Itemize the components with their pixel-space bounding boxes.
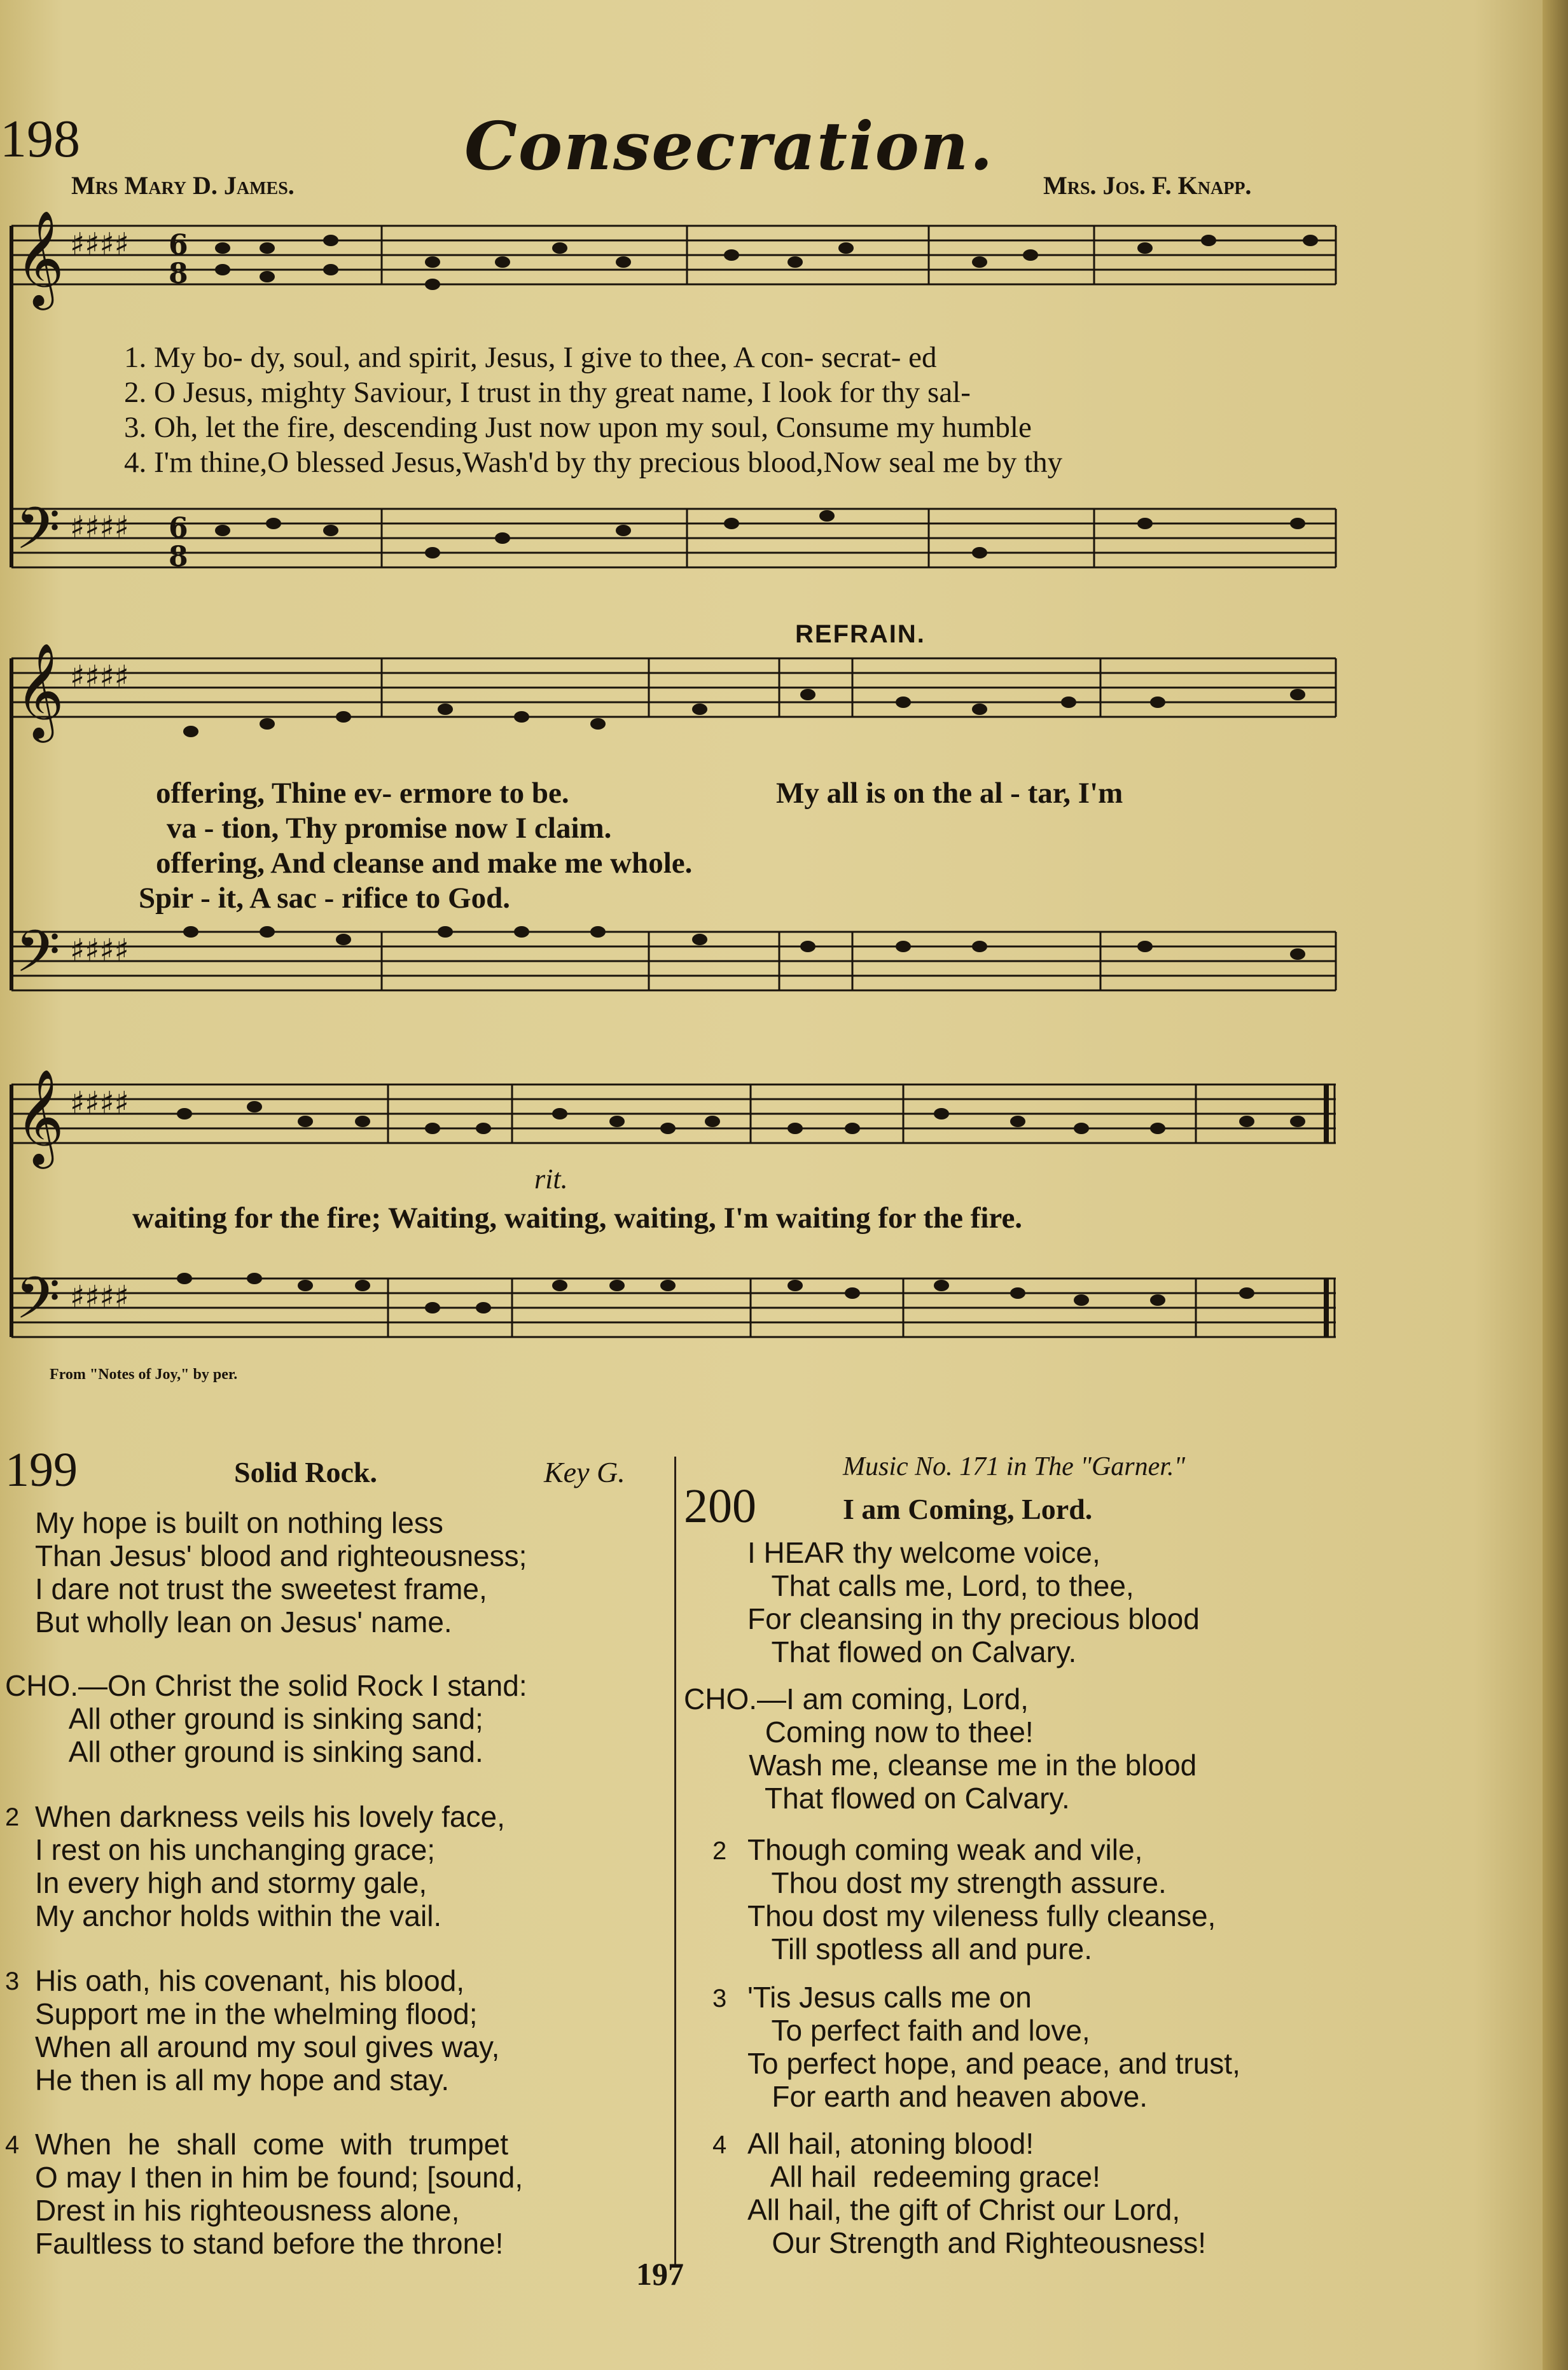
hymn-199-stanza-4: When he shall come with trumpet O may I then in him be found; [sound, Drest in his righteousness alone, Faultless to stand before the throne! — [35, 2128, 524, 2260]
hymn-198-verse-4-line-2: Spir - it, A sac - rifice to God. — [139, 882, 510, 915]
hymn-198-number: 198 — [0, 109, 80, 169]
refrain-line-2: waiting for the fire; Waiting, waiting, waiting, I'm waiting for the fire. — [132, 1202, 1023, 1235]
hymn-199-number: 199 — [5, 1443, 78, 1497]
staff-system-1-bass — [11, 509, 1336, 567]
svg-text:8: 8 — [169, 258, 188, 290]
svg-text:♯♯♯♯: ♯♯♯♯ — [70, 1085, 129, 1121]
hymn-200-music-reference: Music No. 171 in The "Garner." — [843, 1452, 1186, 1481]
hymn-199-stanza-2-number: 2 — [5, 1803, 20, 1831]
hymn-198-verse-2-line-2: va - tion, Thy promise now I claim. — [167, 812, 612, 845]
hymn-199-key: Key G. — [544, 1456, 625, 1488]
hymn-199-title: Solid Rock. — [234, 1456, 377, 1488]
svg-text:♯♯♯♯: ♯♯♯♯ — [70, 226, 129, 262]
ritardando-mark: rit. — [534, 1163, 568, 1195]
hymn-198-verse-3-line-1: 3. Oh, let the fire, descending Just now upon my soul, Consume my humble — [124, 411, 1032, 444]
hymn-198-verse-1-line-1: 1. My bo- dy, soul, and spirit, Jesus, I give to thee, A con- secrat- ed — [124, 341, 937, 374]
hymn-198-author: Mrs Mary D. James. — [71, 171, 295, 200]
hymn-198-composer: Mrs. Jos. F. Knapp. — [1043, 171, 1252, 200]
hymn-199-stanza-3: His oath, his covenant, his blood, Support me in the whelming flood; When all around my soul gives way, He then is all my hope and stay. — [35, 1964, 500, 2096]
svg-text:𝄢: 𝄢 — [15, 1265, 60, 1346]
hymn-199-stanza-4-number: 4 — [5, 2131, 20, 2159]
svg-text:6: 6 — [169, 229, 188, 261]
hymn-200-stanza-3: 'Tis Jesus calls me on To perfect faith and love, To perfect hope, and peace, and trust, For earth and heaven above. — [747, 1981, 1240, 2113]
hymn-198-title: Consecration. — [464, 107, 994, 185]
hymn-200-stanza-4: All hail, atoning blood! All hail redeeming grace! All hail, the gift of Christ our Lord, Our Strength and Righteousness! — [747, 2127, 1207, 2259]
svg-text:𝄞: 𝄞 — [15, 1068, 64, 1165]
hymn-198-verse-3-line-2: offering, And cleanse and make me whole. — [156, 847, 693, 880]
hymn-198-verse-4-line-1: 4. I'm thine,O blessed Jesus,Wash'd by thy precious blood,Now seal me by thy — [124, 446, 1063, 479]
svg-text:♯♯♯♯: ♯♯♯♯ — [70, 1279, 129, 1315]
hymn-199-stanza-1: My hope is built on nothing less Than Jesus' blood and righteousness; I dare not trust the sweetest frame, But wholly lean on Jesus' name. — [35, 1506, 527, 1639]
hymn-199-stanza-3-number: 3 — [5, 1967, 20, 1995]
staff-system-1-treble — [11, 226, 1336, 284]
hymn-200-stanza-3-number: 3 — [712, 1985, 727, 2013]
hymn-198-verse-2-line-1: 2. O Jesus, mighty Saviour, I trust in thy great name, I look for thy sal- — [124, 376, 971, 409]
refrain-line-1: My all is on the al - tar, I'm — [776, 777, 1123, 810]
svg-text:𝄢: 𝄢 — [15, 495, 60, 576]
hymn-200-stanza-4-number: 4 — [712, 2131, 727, 2159]
svg-text:8: 8 — [169, 541, 188, 573]
hymn-200-title: I am Coming, Lord. — [843, 1493, 1093, 1525]
svg-text:𝄞: 𝄞 — [15, 209, 64, 306]
hymn-200-number: 200 — [684, 1480, 756, 1533]
hymn-200-stanza-2: Though coming weak and vile, Thou dost my strength assure. Thou dost my vileness fully cleanse, Till spotless all and pure. — [747, 1833, 1216, 1965]
svg-text:♯♯♯♯: ♯♯♯♯ — [70, 659, 129, 695]
hymn-198-verse-1-line-2: offering, Thine ev- ermore to be. — [156, 777, 569, 810]
refrain-label: REFRAIN. — [795, 620, 926, 648]
svg-text:𝄞: 𝄞 — [15, 642, 64, 738]
svg-text:6: 6 — [169, 512, 188, 544]
hymn-199-chorus: CHO.—On Christ the solid Rock I stand: All other ground is sinking sand; All other ground is sinking sand. — [5, 1669, 527, 1768]
hymn-200-stanza-2-number: 2 — [712, 1837, 727, 1865]
hymn-200-stanza-1: I HEAR thy welcome voice, That calls me, Lord, to thee, For cleansing in thy precious blood That flowed on Calvary. — [747, 1536, 1200, 1668]
svg-text:♯♯♯♯: ♯♯♯♯ — [70, 932, 129, 968]
hymn-200-chorus: CHO.—I am coming, Lord, Coming now to thee! Wash me, cleanse me in the blood That flowed on Calvary. — [684, 1682, 1197, 1815]
music-source-credit: From "Notes of Joy," by per. — [50, 1366, 238, 1383]
svg-text:𝄢: 𝄢 — [15, 918, 60, 999]
svg-text:♯♯♯♯: ♯♯♯♯ — [70, 509, 129, 545]
page-number: 197 — [636, 2256, 684, 2292]
column-divider — [674, 1457, 676, 2264]
hymn-199-stanza-2: When darkness veils his lovely face, I rest on his unchanging grace; In every high and stormy gale, My anchor holds within the vail. — [35, 1800, 505, 1932]
